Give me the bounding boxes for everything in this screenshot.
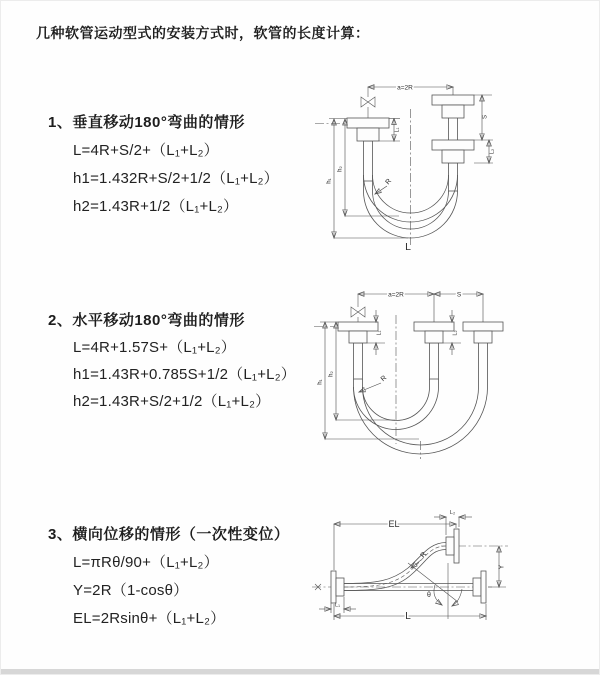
section-2-formula-h2: h2=1.43R+S/2+1/2（L₁+L₂）: [73, 393, 271, 410]
dim-label-h1: h₁: [317, 379, 324, 385]
page-bottom-edge: [1, 669, 600, 674]
diagram-2-horizontal-movement: [301, 279, 551, 467]
dim-label-r: R: [419, 550, 429, 560]
dim-label-l2: L₂: [489, 148, 496, 155]
diagram-3-lateral-displacement: [296, 501, 551, 651]
dim-label-l1: L₁: [394, 127, 401, 133]
diagram3-angle-construction: [408, 563, 462, 619]
section-3-heading: 3、横向位移的情形（一次性变位）: [48, 526, 290, 543]
section-2-heading: 2、水平移动180°弯曲的情形: [48, 312, 245, 329]
diagram1-dimensions: [327, 85, 496, 254]
section-1-heading: 1、垂直移动180°弯曲的情形: [48, 114, 245, 131]
section-3-formula-l: L=πRθ/90+（L₁+L₂）: [73, 554, 219, 571]
dim-label-l1: L₁: [335, 602, 340, 609]
dim-label-s: S: [456, 291, 462, 299]
dim-label-l-total: L: [405, 611, 411, 623]
diagram-1-vertical-movement: [301, 71, 541, 261]
section-2-formula-h1: h1=1.43R+0.785S+1/2（L₁+L₂）: [73, 366, 296, 383]
section-3-formula-el: EL=2Rsinθ+（L₁+L₂）: [73, 610, 226, 627]
section-3-formula-y: Y=2R（1-cosθ）: [73, 582, 189, 599]
dim-label-y: Y: [498, 564, 506, 570]
dim-label-l2: L₂: [452, 330, 459, 336]
dim-label-l1: L₁: [376, 330, 383, 336]
dim-label-el: EL: [388, 518, 400, 529]
diagram2-valve-icon: [351, 294, 365, 322]
diagram2-hose: [354, 343, 488, 454]
section-1-formula-h1: h1=1.432R+S/2+1/2（L₁+L₂）: [73, 170, 279, 187]
dim-label-r: R: [379, 374, 389, 384]
diagram1-valve-icon: [361, 87, 375, 118]
dim-label-h2: h₂: [337, 166, 344, 172]
dim-label-r: R: [384, 177, 394, 187]
dim-label-theta: θ: [427, 592, 431, 599]
page-title: 几种软管运动型式的安装方式时，软管的长度计算：: [36, 25, 370, 41]
section-1-formula-l: L=4R+S/2+（L₁+L₂）: [73, 142, 219, 159]
diagram2-dimensions: [318, 292, 484, 440]
diagram2-flange-fittings: [338, 322, 503, 343]
dim-label-a2r: a=2R: [388, 291, 404, 299]
dim-label-s: S: [482, 114, 489, 120]
dim-label-l2: L₂: [449, 510, 456, 516]
diagram3-dimensions: [319, 510, 506, 622]
diagram3-flange-fittings: [331, 529, 486, 603]
dim-label-l-total: L: [405, 241, 411, 253]
dim-label-h2: h₂: [328, 371, 335, 377]
dim-label-h1: h₁: [326, 178, 333, 184]
dim-label-a2r: a=2R: [397, 84, 413, 92]
section-2-formula-l: L=4R+1.57S+（L₁+L₂）: [73, 339, 236, 356]
section-1-formula-h2: h2=1.43R+1/2（L₁+L₂）: [73, 198, 239, 215]
